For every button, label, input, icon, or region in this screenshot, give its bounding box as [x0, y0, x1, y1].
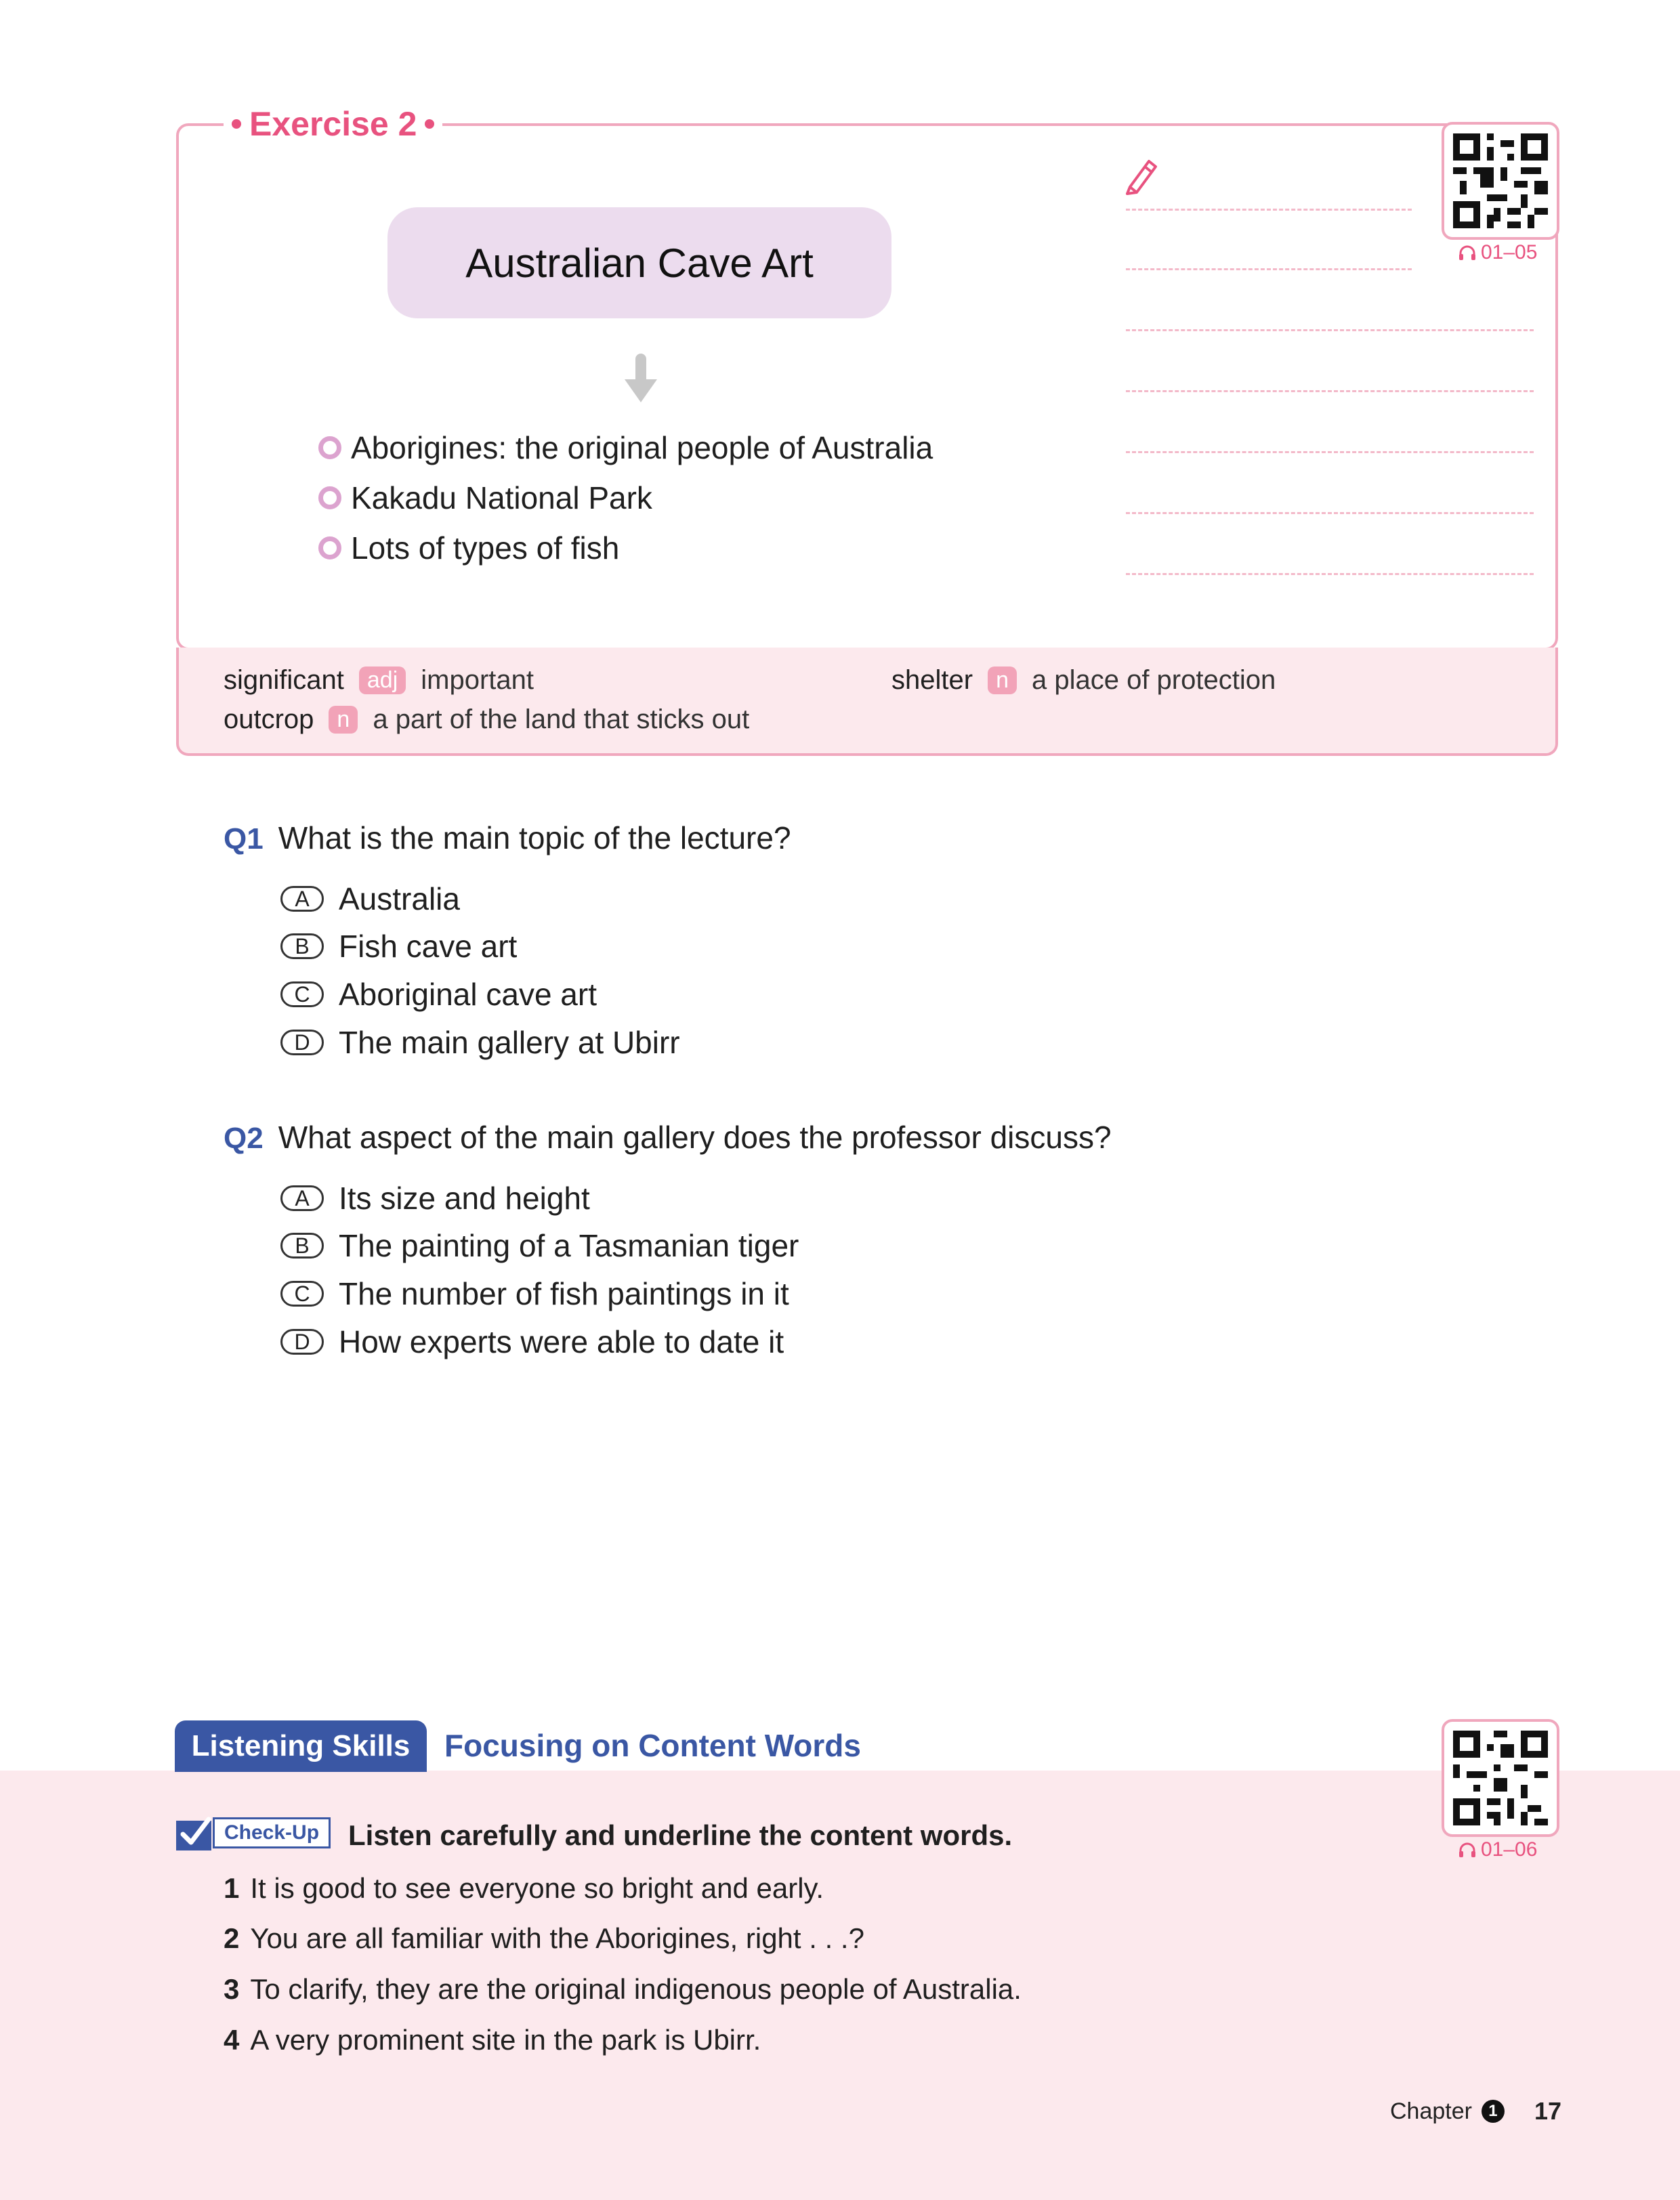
exercise-title: Exercise 2: [249, 105, 417, 143]
exercise-box: [176, 123, 1558, 650]
choice-letter: A: [280, 1185, 324, 1211]
qr-code-box[interactable]: [1442, 1719, 1559, 1837]
bullet-item: [318, 530, 619, 566]
choice-letter: D: [280, 1030, 324, 1055]
listening-skills-title: Focusing on Content Words: [444, 1728, 861, 1763]
question-label: Q2: [224, 1122, 264, 1155]
question-text: What is the main topic of the lecture?: [278, 820, 791, 855]
bullet-text: Lots of types of fish: [351, 530, 620, 566]
note-line[interactable]: [1126, 573, 1534, 575]
answer-choice[interactable]: [280, 1227, 799, 1264]
part-of-speech-tag: adj: [359, 667, 406, 694]
vocab-definition: a part of the land that sticks out: [373, 704, 750, 734]
answer-choice[interactable]: [280, 1324, 784, 1360]
bullet-item: [318, 480, 652, 516]
answer-choice[interactable]: [280, 1024, 680, 1061]
topic-pill: Australian Cave Art: [387, 207, 891, 318]
bullet-text: Aborigines: the original people of Australia: [351, 430, 933, 465]
vocabulary-box: [176, 648, 1558, 756]
answer-choice[interactable]: [280, 881, 460, 917]
checkup-badge: [175, 1814, 331, 1852]
title-dot-right: [425, 119, 434, 129]
vocab-entry: [224, 665, 534, 696]
sentence-number: 2: [224, 1922, 240, 1954]
bullet-icon: [318, 536, 341, 559]
choice-text: The number of fish paintings in it: [339, 1276, 789, 1311]
bullet-item: [318, 429, 933, 466]
choice-text: The painting of a Tasmanian tiger: [339, 1228, 799, 1263]
sentence-text: To clarify, they are the original indigenous people of Australia.: [250, 1973, 1022, 2005]
practice-sentence[interactable]: [224, 1973, 1022, 2006]
sentence-text: It is good to see everyone so bright and early.: [250, 1872, 824, 1904]
page-number: 17: [1534, 2097, 1562, 2125]
choice-letter: A: [280, 886, 324, 912]
sentence-number: 4: [224, 2024, 240, 2056]
sentence-number: 1: [224, 1872, 240, 1904]
answer-choice[interactable]: [280, 1180, 590, 1217]
note-line[interactable]: [1126, 209, 1412, 211]
choice-letter: B: [280, 1233, 324, 1258]
vocab-word: outcrop: [224, 704, 314, 734]
bullet-icon: [318, 486, 341, 509]
checkmark-icon: [175, 1814, 215, 1852]
headphones-icon: [1458, 244, 1477, 261]
note-line[interactable]: [1126, 512, 1534, 514]
choice-letter: C: [280, 981, 324, 1007]
vocab-definition: important: [421, 665, 534, 695]
choice-text: Fish cave art: [339, 929, 518, 964]
sentence-text: A very prominent site in the park is Ubirr.: [250, 2024, 761, 2056]
page-footer: [1390, 2097, 1561, 2125]
exercise-header: [224, 102, 442, 146]
qr-code-icon: [1453, 133, 1548, 228]
choice-text: The main gallery at Ubirr: [339, 1025, 680, 1060]
bullet-text: Kakadu National Park: [351, 480, 652, 515]
qr-code-icon: [1453, 1731, 1548, 1825]
choice-text: Aboriginal cave art: [339, 977, 597, 1012]
answer-choice[interactable]: [280, 976, 597, 1013]
sentence-number: 3: [224, 1973, 240, 2005]
vocab-entry: [891, 665, 1276, 696]
choice-text: Australia: [339, 881, 460, 916]
down-arrow-icon: [621, 352, 661, 406]
qr-code-box[interactable]: [1442, 122, 1559, 240]
choice-letter: D: [280, 1329, 324, 1355]
question-2: [224, 1119, 1112, 1156]
pencil-icon: [1122, 156, 1158, 195]
question-text: What aspect of the main gallery does the professor discuss?: [278, 1120, 1112, 1155]
chapter-number-badge: 1: [1482, 2100, 1505, 2123]
chapter-label: Chapter: [1390, 2098, 1472, 2124]
choice-text: Its size and height: [339, 1181, 590, 1216]
vocab-definition: a place of protection: [1031, 665, 1276, 695]
sentence-text: You are all familiar with the Aborigines, right . . .?: [250, 1922, 864, 1954]
checkup-instruction: Listen carefully and underline the content words.: [348, 1819, 1013, 1851]
answer-choice[interactable]: [280, 1275, 789, 1312]
part-of-speech-tag: n: [988, 667, 1017, 694]
practice-sentence[interactable]: [224, 1922, 864, 1955]
audio-track[interactable]: [1458, 241, 1537, 264]
track-number: 01–06: [1481, 1838, 1538, 1861]
vocab-word: shelter: [891, 665, 973, 695]
checkup-label: Check-Up: [213, 1817, 331, 1848]
part-of-speech-tag: n: [329, 706, 358, 734]
choice-text: How experts were able to date it: [339, 1324, 784, 1359]
title-dot-left: [232, 119, 241, 129]
track-number: 01–05: [1481, 241, 1538, 263]
audio-track[interactable]: [1458, 1838, 1537, 1861]
headphones-icon: [1458, 1841, 1477, 1859]
vocab-entry: [224, 704, 749, 735]
listening-skills-tag: Listening Skills: [175, 1720, 427, 1772]
vocab-word: significant: [224, 665, 344, 695]
question-label: Q1: [224, 822, 264, 855]
note-line[interactable]: [1126, 451, 1534, 453]
note-line[interactable]: [1126, 329, 1534, 331]
practice-sentence[interactable]: [224, 2024, 761, 2056]
note-line[interactable]: [1126, 390, 1534, 392]
question-1: [224, 820, 791, 856]
note-line[interactable]: [1126, 268, 1412, 270]
practice-sentence[interactable]: [224, 1872, 824, 1905]
answer-choice[interactable]: [280, 928, 517, 965]
choice-letter: C: [280, 1281, 324, 1307]
bullet-icon: [318, 436, 341, 459]
choice-letter: B: [280, 933, 324, 959]
